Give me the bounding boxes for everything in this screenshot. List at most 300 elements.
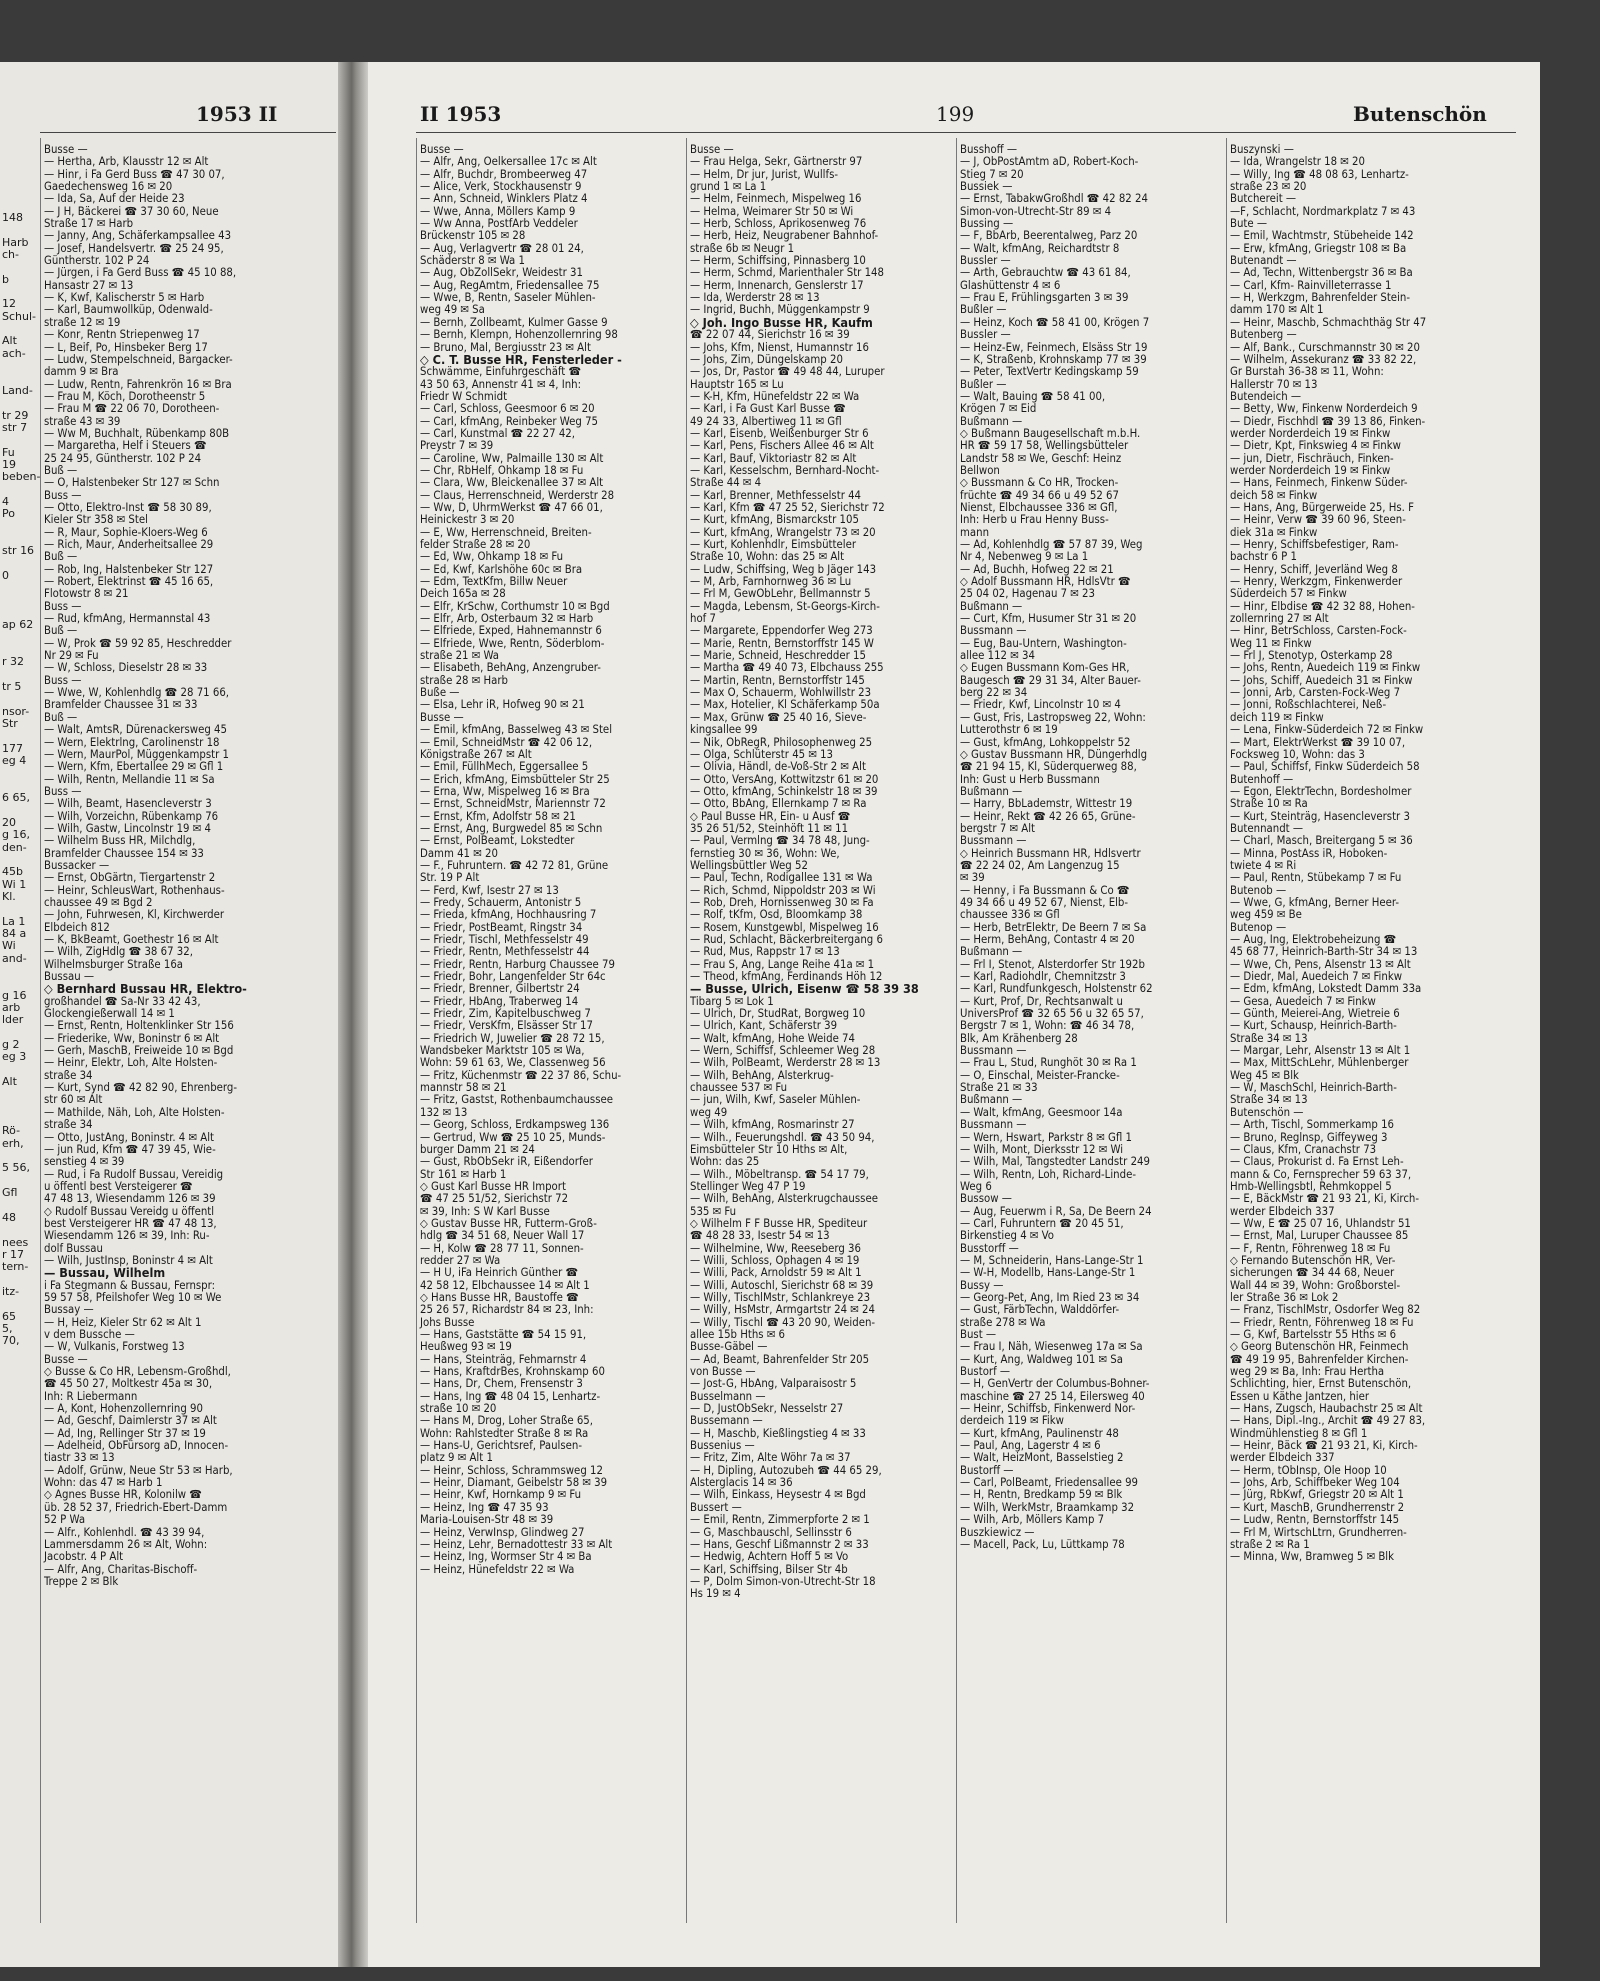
directory-column-1 [420, 144, 684, 1576]
directory-column-2 [690, 144, 954, 1601]
surname-heading: Bußmann — [960, 945, 1023, 959]
directory-entry: Schwämme, Einfuhrgeschäft ☎ [420, 365, 582, 379]
directory-entry: — Jonni, Arb, Carsten-Fock-Weg 7 [1230, 686, 1401, 700]
directory-entry: — Jos, Dr, Pastor ☎ 49 48 44, Luruper [690, 365, 885, 379]
directory-entry: Stellinger Weg 47 P 19 [690, 1179, 806, 1193]
directory-entry: ☎ 47 25 51/52, Sierichstr 72 [420, 1192, 569, 1206]
directory-entry: — Karl, Kfm ☎ 47 25 52, Sierichstr 72 [690, 500, 885, 514]
directory-entry: — Walt, Bauing ☎ 58 41 00, [960, 389, 1106, 403]
surname-heading: Bussiek — [960, 180, 1013, 194]
surname-heading: Bustorff — [960, 1463, 1014, 1477]
directory-entry: Schlichting, hier, Ernst Butenschön, [1230, 1377, 1412, 1391]
directory-entry: — Herb, Schloss, Aprikosenweg 76 [690, 217, 867, 231]
directory-entry: werder Norderdeich 19 ✉ Finkw [1230, 426, 1391, 440]
directory-entry: — Wilh, ZigHdlg ☎ 38 67 32, [44, 945, 193, 959]
directory-entry: — J H, Bäckerei ☎ 37 30 60, Neue [44, 204, 219, 218]
directory-entry: Kieler Str 358 ✉ Stel [44, 513, 148, 527]
directory-entry: — H, Heiz, Kieler Str 62 ✉ Alt 1 [44, 1315, 202, 1329]
directory-entry: Lammersdamm 26 ✉ Alt, Wohn: [44, 1537, 208, 1551]
directory-entry: — Heinr, Schiffsb, Finkenwerd Nor- [960, 1402, 1136, 1416]
directory-entry: maschine ☎ 27 25 14, Eilersweg 40 [960, 1389, 1145, 1403]
margin-fragment: Wi 1 [2, 877, 27, 891]
surname-heading: Buß — [44, 710, 78, 724]
margin-fragment: Gfl [2, 1186, 18, 1200]
directory-entry: — Wilh, Beamt, Hasencleverstr 3 [44, 797, 212, 811]
directory-entry: — O, Einschal, Meister-Francke- [960, 1068, 1120, 1082]
directory-entry: u öffentl best Versteigerer ☎ [44, 1179, 193, 1193]
firm-entry: ◇ Gustav Bussmann HR, Düngerhdlg [960, 747, 1148, 761]
directory-entry: — Alfr, Buchdr, Brombeerweg 47 [420, 167, 588, 181]
directory-entry: — Elsa, Lehr iR, Hofweg 90 ✉ 21 [420, 698, 585, 712]
directory-entry: — Wilh, BehAng, Alsterkrugchaussee [690, 1192, 878, 1206]
directory-entry: — Alfr, Ang, Charitas-Bischoff- [44, 1562, 198, 1576]
directory-entry: — Adolf, Grünw, Neue Str 53 ✉ Harb, [44, 1463, 233, 1477]
directory-entry: Bellwon [960, 463, 1000, 477]
directory-entry: Nr 29 ✉ Fu [44, 649, 99, 663]
margin-fragment: 0 [2, 568, 9, 582]
firm-entry: ◇ Eugen Bussmann Kom-Ges HR, [960, 661, 1130, 675]
running-head: Butenschön [1353, 102, 1487, 126]
firm-entry: ◇ Hans Busse HR, Baustoffe ☎ [420, 1290, 579, 1304]
directory-entry: — Wilhelm, Assekuranz ☎ 33 82 22, [1230, 352, 1417, 366]
directory-entry: — Max, MittSchLehr, Mühlenberger [1230, 1056, 1409, 1070]
surname-heading: Busstorff — [960, 1241, 1019, 1255]
directory-entry: — Wern, Elektrlng, Carolinenstr 18 [44, 735, 220, 749]
directory-entry: allee 15b Hths ✉ 6 [690, 1328, 786, 1341]
directory-entry: chaussee 336 ✉ Gfl [960, 908, 1060, 922]
surname-heading: Butenandt — [1230, 254, 1297, 268]
directory-entry: ☎ 48 28 33, Isestr 54 ✉ 13 [690, 1229, 830, 1243]
margin-fragment [2, 521, 36, 533]
directory-entry: tiastr 33 ✉ 13 [44, 1451, 115, 1465]
directory-entry: Wohn: Rahlstedter Straße 8 ✉ Ra [420, 1426, 589, 1440]
directory-entry: weg 29 ✉ Ba, Inh: Frau Hertha [1230, 1365, 1385, 1379]
surname-heading: Busse — [420, 710, 464, 724]
margin-fragment: Harb [2, 235, 29, 249]
directory-entry: — Max O, Schauerm, Wohlwillstr 23 [690, 686, 872, 700]
margin-fragment: itz- [2, 1284, 20, 1298]
directory-entry: — Hinr, i Fa Gerd Buss ☎ 47 30 07, [44, 167, 225, 181]
directory-entry: — Rolf, tKfm, Osd, Bloomkamp 38 [690, 908, 863, 922]
directory-entry: Wandsbeker Marktstr 105 ✉ Wa, [420, 1044, 585, 1058]
directory-entry: — Günth, Meierei-Ang, Wietreie 6 [1230, 1007, 1400, 1021]
directory-entry: straße 2 ✉ Ra 1 [1230, 1537, 1310, 1551]
directory-entry: — Hans, Steinträg, Fehmarnstr 4 [420, 1352, 587, 1366]
directory-entry: — Friedrich W, Juwelier ☎ 28 72 15, [420, 1031, 605, 1045]
directory-entry: — Fritz, Zim, Alte Wöhr 7a ✉ 37 [690, 1451, 851, 1465]
directory-entry: — Josef, Handelsvertr. ☎ 25 24 95, [44, 241, 224, 255]
directory-entry: — E, Ww, Herrenschneid, Breiten- [420, 525, 592, 539]
directory-entry: — Theod, kfmAng, Ferdinands Höh 12 [690, 970, 883, 984]
firm-entry: ◇ Joh. Ingo Busse HR, Kaufm [690, 314, 873, 330]
directory-entry: — Heinr, Verw ☎ 39 60 96, Steen- [1230, 513, 1406, 527]
directory-entry: — Aug, Feuerwm i R, Sa, De Beern 24 [960, 1204, 1152, 1218]
directory-entry: Straße 10 ✉ Ra [1230, 797, 1308, 811]
margin-fragment: 148 [2, 211, 23, 224]
directory-entry: — Rosem, Kunstgewbl, Mispelweg 16 [690, 920, 879, 934]
directory-entry: — Carl, PolBeamt, Friedensallee 99 [960, 1476, 1139, 1490]
directory-entry: — Alf, Bank., Curschmannstr 30 ✉ 20 [1230, 340, 1420, 354]
margin-fragment: ap 62 [2, 618, 34, 632]
column-divider [956, 138, 957, 1923]
directory-entry: — H, Dipling, Autozubeh ☎ 44 65 29, [690, 1463, 882, 1477]
directory-entry: — Gust, RbObSekr iR, Eißendorfer [420, 1155, 593, 1169]
margin-fragment [2, 1298, 36, 1310]
surname-heading: Bussler — [960, 328, 1011, 342]
directory-entry: — Caroline, Ww, Palmaille 130 ✉ Alt [420, 451, 604, 465]
directory-entry: Wilhelmsburger Straße 16a [44, 957, 184, 971]
directory-entry: — Kurt, Prof, Dr, Rechtsanwalt u [960, 994, 1123, 1008]
firm-entry: ◇ Adolf Bussmann HR, HdlsVtr ☎ [960, 575, 1131, 589]
surname-heading: Buss — [44, 599, 82, 613]
directory-entry: — Ad, Beamt, Bahrenfelder Str 205 [690, 1352, 870, 1366]
surname-heading: Bußmann — [960, 1093, 1023, 1107]
directory-entry: — Ernst, Rentn, Holtenklinker Str 156 [44, 1019, 234, 1033]
directory-entry: Jacobstr. 4 P Alt [44, 1550, 124, 1564]
directory-entry: — Emil, FüllhMech, Eggersallee 5 [420, 760, 589, 774]
directory-entry: — Walt, kfmAng, Hohe Weide 74 [690, 1031, 855, 1045]
directory-entry: — Hans, Dipl.-Ing., Archit ☎ 49 27 83, [1230, 1414, 1426, 1428]
directory-entry: — W, MaschSchl, Heinrich-Barth- [1230, 1081, 1397, 1095]
firm-entry: ◇ Paul Busse HR, Ein- u Ausf ☎ [690, 809, 851, 823]
directory-entry: — Paul, Schiffsf, Finkw Süderdeich 58 [1230, 760, 1420, 774]
directory-entry: — K, Kwf, Kalischerstr 5 ✉ Harb [44, 291, 205, 305]
directory-entry: — Friedr, Tischl, Methfesselstr 49 [420, 933, 589, 946]
directory-entry: — Alfr, Ang, Oelkersallee 17c ✉ Alt [420, 155, 597, 169]
directory-entry: — Elfriede, Exped, Hahnemannstr 6 [420, 624, 602, 638]
directory-entry: Weg 45 ✉ Blk [1230, 1068, 1299, 1082]
directory-entry: — Alice, Verk, Stockhausenstr 9 [420, 180, 582, 194]
directory-entry: — Heinz, Koch ☎ 58 41 00, Krögen 7 [960, 315, 1150, 329]
directory-entry: — Wilh., Möbeltransp. ☎ 54 17 79, [690, 1167, 869, 1181]
directory-entry: — Karl, Baumwollküp, Odenwald- [44, 303, 213, 317]
firm-entry: ◇ Wilhelm F F Busse HR, Spediteur [690, 1216, 868, 1230]
directory-entry: großhandel ☎ Sa-Nr 33 42 43, [44, 994, 201, 1008]
directory-entry: — Henny, i Fa Bussmann & Co ☎ [960, 883, 1130, 897]
directory-entry: — Carl, kfmAng, Reinbeker Weg 75 [420, 414, 599, 428]
directory-entry: — Gust, Fris, Lastropsweg 22, Wohn: [960, 710, 1146, 724]
directory-entry: — H, Werkzgm, Bahrenfelder Stein- [1230, 291, 1410, 305]
directory-entry: Str. 19 P Alt [420, 871, 480, 885]
directory-entry: Inh: Gust u Herb Bussmann [960, 772, 1100, 786]
directory-entry: — Carl, Kfm- Rainvilleterrasse 1 [1230, 278, 1392, 292]
directory-entry: — Paul, Rentn, Stübekamp 7 ✉ Fu [1230, 871, 1402, 885]
surname-heading: Buß — [44, 550, 78, 564]
directory-entry: Weg 6 [960, 1179, 992, 1193]
directory-entry: Focksweg 10, Wohn: das 3 [1230, 747, 1365, 761]
directory-entry: — Herm, Innenarch, Genslerstr 17 [690, 278, 864, 292]
directory-entry: — Elfriede, Wwe, Rentn, Söderblom- [420, 636, 605, 650]
directory-entry: — Kurt, MaschB, Grundherrenstr 2 [1230, 1500, 1405, 1514]
directory-entry: Hallerstr 70 ✉ 13 [1230, 377, 1318, 391]
directory-entry: Brückenstr 105 ✉ 28 [420, 229, 526, 243]
directory-entry: — Eug, Bau-Untern, Washington- [960, 636, 1127, 650]
directory-entry: straße 28 ✉ Harb [420, 673, 508, 687]
directory-entry: Eimsbütteler Str 10 Hths ✉ Alt, [690, 1142, 848, 1156]
firm-entry: ◇ Gustav Busse HR, Futterm-Groß- [420, 1216, 597, 1230]
directory-entry: Straße 10, Wohn: das 25 ✉ Alt [690, 550, 845, 564]
directory-entry: — Robert, Elektrinst ☎ 45 16 65, [44, 575, 214, 589]
directory-entry: damm 9 ✉ Bra [44, 365, 119, 379]
directory-entry: mann & Co, Fernsprecher 59 63 37, [1230, 1167, 1412, 1181]
column-divider [686, 138, 687, 1923]
directory-entry: — Ad, Buchh, Hofweg 22 ✉ 21 [960, 562, 1114, 576]
margin-fragment: Land- [2, 383, 33, 397]
directory-entry: — Gesa, Auedeich 7 ✉ Finkw [1230, 994, 1376, 1008]
directory-entry: senstieg 4 ✉ 39 [44, 1155, 125, 1169]
directory-entry: 43 50 63, Annenstr 41 ✉ 4, Inh: [420, 377, 582, 391]
directory-entry: Heußweg 93 ✉ 19 [420, 1340, 512, 1354]
margin-fragment: Alt [2, 1075, 17, 1089]
directory-entry: — Ernst, TabakwGroßhdl ☎ 42 82 24 [960, 192, 1148, 206]
directory-entry: — Heinr, SchleusWart, Rothenhaus- [44, 883, 225, 897]
directory-entry: — Gertrud, Ww ☎ 25 10 25, Munds- [420, 1130, 606, 1144]
surname-heading: Bussmann — [960, 834, 1027, 848]
directory-entry: Landstr 58 ✉ We, Geschf: Heinz [960, 451, 1122, 465]
margin-fragment [2, 434, 36, 446]
margin-fragment [2, 1372, 36, 1384]
directory-entry: — Carl, Kunstmal ☎ 22 27 42, [420, 426, 575, 440]
directory-entry: — W, Prok ☎ 59 92 85, Heschredder [44, 636, 232, 650]
directory-entry: — Aug, ObZollSekr, Weidestr 31 [420, 266, 583, 280]
directory-entry: — Herb, BetrElektr, De Beern 7 ✉ Sa [960, 920, 1147, 934]
margin-fragment [2, 903, 36, 915]
directory-entry: Glockengießerwall 14 ✉ 1 [44, 1007, 175, 1021]
directory-entry: — Karl, Bauf, Viktoriastr 82 ✉ Alt [690, 451, 857, 465]
directory-entry: — Erna, Ww, Mispelweg 16 ✉ Bra [420, 784, 590, 798]
margin-fragment: r 17 [2, 1247, 25, 1261]
directory-entry: — Herm, tObInsp, Ole Hoop 10 [1230, 1463, 1387, 1477]
margin-fragment: 6 65, [2, 791, 30, 805]
directory-entry: 25 26 57, Richardstr 84 ✉ 23, Inh: [420, 1303, 594, 1317]
firm-entry: ◇ Bernhard Bussau HR, Elektro- [44, 981, 247, 997]
directory-entry: — Hinr, Elbdise ☎ 42 32 88, Hohen- [1230, 599, 1415, 613]
directory-entry: Heinickestr 3 ✉ 20 [420, 513, 515, 527]
directory-entry: — Gerh, MaschB, Freiweide 10 ✉ Bgd [44, 1044, 234, 1058]
directory-entry: — Arth, Tischl, Sommerkamp 16 [1230, 1118, 1395, 1132]
directory-entry: hof 7 [690, 612, 716, 626]
directory-entry: — Wilh, Gastw, Lincolnstr 19 ✉ 4 [44, 821, 211, 835]
firm-entry: ◇ Bußmann Baugesellschaft m.b.H. [960, 426, 1141, 440]
directory-entry: — jun, Wilh, Kwf, Saseler Mühlen- [690, 1093, 861, 1107]
firm-entry: ◇ Fernando Butenschön HR, Ver- [1230, 1253, 1396, 1267]
directory-entry: Hansastr 27 ✉ 13 [44, 278, 134, 292]
margin-fragment: tern- [2, 1260, 29, 1274]
directory-entry: 25 04 02, Hagenau 7 ✉ 23 [960, 587, 1095, 601]
directory-entry: Nienst, Elbchaussee 336 ✉ Gfl, [960, 500, 1118, 514]
surname-heading: Bußmann — [960, 784, 1023, 798]
directory-entry: Lutterothstr 6 ✉ 19 [960, 723, 1058, 737]
directory-entry: — Wilh, WerkMstr, Braamkamp 32 [960, 1500, 1135, 1514]
directory-entry: — Janny, Ang, Schäferkampsallee 43 [44, 229, 232, 243]
directory-entry: HR ☎ 59 17 58, Wellingsbütteler [960, 439, 1129, 453]
directory-entry: — Heinr, Diamant, Geibelstr 58 ✉ 39 [420, 1476, 608, 1490]
directory-entry: — Rob, Ing, Halstenbeker Str 127 [44, 562, 214, 576]
directory-entry: Wohn: das 47 ✉ Harb 1 [44, 1476, 163, 1490]
left-directory-column [44, 144, 334, 1588]
directory-entry: — Heinr, Kwf, Hornkamp 9 ✉ Fu [420, 1488, 582, 1502]
margin-fragment [2, 977, 36, 989]
margin-fragment [2, 261, 36, 273]
directory-entry: — Frl I, Stenot, Alsterdorfer Str 192b [960, 957, 1145, 971]
margin-fragment [2, 1348, 36, 1360]
directory-entry: ✉ 39, Inh: S W Karl Busse [420, 1204, 550, 1218]
directory-entry: — Marie, Rentn, Bernstorffstr 145 W [690, 636, 874, 650]
margin-fragment: arb [2, 1001, 21, 1014]
directory-entry: — W, Schloss, Dieselstr 28 ✉ 33 [44, 661, 208, 675]
directory-entry: ☎ 21 94 15, Kl, Süderquerweg 88, [960, 760, 1137, 774]
directory-entry: — Wilh, JustInsp, Boninstr 4 ✉ Alt [44, 1253, 213, 1267]
directory-entry: straße 43 ✉ 39 [44, 414, 121, 428]
surname-heading: Bussy — [960, 1278, 1004, 1292]
surname-heading: Buszkiewicz — [960, 1525, 1035, 1539]
directory-entry: ler Straße 36 ✉ Lok 2 [1230, 1290, 1339, 1304]
directory-entry: — Wern, Hswart, Parkstr 8 ✉ Gfl 1 [960, 1130, 1133, 1144]
directory-entry: — Wwe, B, Rentn, Saseler Mühlen- [420, 291, 596, 305]
directory-entry: — Wilhelmine, Ww, Reeseberg 36 [690, 1241, 861, 1255]
directory-entry: — Olivia, Händl, de-Voß-Str 2 ✉ Alt [690, 760, 866, 774]
directory-entry: — John, Fuhrwesen, Kl, Kirchwerder [44, 908, 225, 922]
margin-fragment: 4 [2, 494, 9, 508]
directory-entry: — H, Maschb, Kießlingstieg 4 ✉ 33 [690, 1426, 866, 1440]
directory-entry: 42 58 12, Elbchaussee 14 ✉ Alt 1 [420, 1278, 590, 1292]
directory-entry: — Ida, Sa, Auf der Heide 23 [44, 192, 185, 206]
directory-entry: Damm 41 ✉ 20 [420, 846, 498, 860]
directory-entry: 49 24 33, Albertiweg 11 ✉ Gfl [690, 414, 842, 428]
directory-entry: — Curt, Kfm, Husumer Str 31 ✉ 20 [960, 612, 1137, 626]
directory-entry: — Willi, Pack, Arnoldstr 59 ✉ Alt 1 [690, 1266, 862, 1280]
directory-entry: Alsterglacis 14 ✉ 36 [690, 1476, 793, 1490]
margin-fragment: Wi [2, 939, 16, 953]
directory-entry: — Claus, Prokurist d. Fa Ernst Leh- [1230, 1155, 1404, 1169]
directory-entry: — Aug, Verlagvertr ☎ 28 01 24, [420, 241, 584, 255]
margin-fragment: 5 56, [2, 1161, 30, 1175]
directory-entry: Baugesch ☎ 29 31 34, Alter Bauer- [960, 673, 1141, 687]
directory-entry: — Wwe, Anna, Möllers Kamp 9 [420, 204, 576, 218]
directory-entry: — Bruno, Mal, Bergiusstr 23 ✉ Alt [420, 340, 591, 354]
directory-entry: werder Elbdeich 337 [1230, 1204, 1335, 1218]
margin-fragment [2, 767, 36, 779]
directory-entry: — Henry, Schiffsbefestiger, Ram- [1230, 538, 1399, 551]
surname-heading: Bussmann — [960, 624, 1027, 638]
directory-entry: — A, Kont, Hohenzollernring 90 [44, 1402, 203, 1416]
surname-heading: Butennandt — [1230, 821, 1304, 835]
directory-entry: — Hedwig, Achtern Hoff 5 ✉ Vo [690, 1550, 849, 1564]
margin-fragment: Str [2, 717, 18, 731]
directory-entry: — Heinz, Hünefeldstr 22 ✉ Wa [420, 1562, 575, 1576]
directory-entry: — Walt, HeizMont, Basselstieg 2 [960, 1451, 1124, 1465]
directory-entry: — Rich, Maur, Anderheitsallee 29 [44, 538, 214, 551]
directory-entry: — Friedr, Bohr, Langenfelder Str 64c [420, 970, 606, 984]
directory-entry: Hmb-Wellingsbtl, Rehmkoppel 5 [1230, 1179, 1392, 1193]
margin-fragment [2, 805, 36, 817]
directory-entry: — Frau L, Stud, Runghöt 30 ✉ Ra 1 [960, 1056, 1137, 1070]
directory-entry: deich 119 ✉ Finkw [1230, 710, 1324, 724]
firm-entry: ◇ Georg Butenschön HR, Feinmech [1230, 1340, 1409, 1354]
surname-heading: Bußmann — [960, 414, 1023, 428]
surname-heading: Bussmann — [960, 1118, 1027, 1132]
margin-fragment: 84 a [2, 926, 27, 940]
directory-entry: — Ernst, Mal, Luruper Chaussee 85 [1230, 1229, 1409, 1243]
directory-entry: — Adelheid, ObFürsorg aD, Innocen- [44, 1439, 229, 1453]
directory-entry: — Willy, TischlMstr, Schlankreye 23 [690, 1290, 871, 1304]
directory-entry: — Fredy, Schauerm, Antonistr 5 [420, 895, 582, 909]
directory-entry: Krögen 7 ✉ Eid [960, 402, 1037, 416]
surname-heading: Butenhoff — [1230, 772, 1294, 786]
firm-entry: ◇ C. T. Busse HR, Fensterleder - [420, 351, 622, 367]
directory-entry: — Hans, Ing ☎ 48 04 15, Lenhartz- [420, 1389, 601, 1403]
directory-entry: — jun, Dietr, Fischräuch, Finken- [1230, 451, 1394, 465]
directory-entry: — Ad, Kohlenhdlg ☎ 57 87 39, Weg [960, 538, 1143, 551]
directory-entry: Wellingsbüttler Weg 52 [690, 858, 808, 872]
directory-entry: — Willi, Autoschl, Sierichstr 68 ✉ 39 [690, 1278, 874, 1292]
directory-entry: — Frl M, WirtschLtrn, Grundherren- [1230, 1525, 1407, 1539]
directory-entry: bergstr 7 ✉ Alt [960, 821, 1036, 835]
directory-entry: — Karl, Pens, Fischers Allee 46 ✉ Alt [690, 439, 874, 453]
directory-entry: — Wilh., Feuerungshdl. ☎ 43 50 94, [690, 1130, 875, 1144]
directory-entry: straße 21 ✉ Wa [420, 649, 500, 663]
directory-entry: — M, Arb, Farnhornweg 36 ✉ Lu [690, 575, 852, 589]
directory-entry: — Karl, Schiffsing, Bilser Str 4b [690, 1562, 848, 1576]
firm-entry: ◇ Agnes Busse HR, Kolonilw ☎ [44, 1488, 202, 1502]
directory-entry: — D, JustObSekr, Nesselstr 27 [690, 1402, 844, 1416]
directory-entry: Essen u Käthe Jantzen, hier [1230, 1389, 1370, 1403]
directory-entry: — Friedr, Rentn, Föhrenweg 18 ✉ Fu [1230, 1315, 1414, 1329]
surname-heading: Butchereit — [1230, 192, 1297, 206]
directory-entry: früchte ☎ 49 34 66 u 49 52 67 [960, 488, 1119, 502]
margin-fragment: Alt [2, 334, 17, 348]
directory-entry: — Friedr, HbAng, Traberweg 14 [420, 994, 579, 1008]
right-page-header-year: II 1953 [420, 102, 502, 126]
directory-entry: — Otto, BbAng, Ellernkamp 7 ✉ Ra [690, 797, 867, 811]
margin-fragment: 19 [2, 457, 16, 471]
directory-entry: — Aug, Ing, Elektrobeheizung ☎ [1230, 933, 1397, 946]
directory-entry: — Kurt, Kohlenhdlr, Eimsbütteler [690, 538, 856, 551]
directory-entry: — Hans M, Drog, Loher Straße 65, [420, 1414, 593, 1428]
surname-heading: Busse-Gäbel — [690, 1340, 768, 1354]
directory-entry: deich 58 ✉ Finkw [1230, 488, 1318, 502]
margin-fragment [2, 1200, 36, 1212]
directory-entry: — G, Maschbauschl, Sellinsstr 6 [690, 1525, 852, 1539]
directory-entry: — Willy, Tischl ☎ 43 20 90, Weiden- [690, 1315, 876, 1329]
directory-entry: Flotowstr 8 ✉ 21 [44, 587, 129, 601]
margin-fragment [2, 965, 36, 977]
directory-entry: — Friedr, VersKfm, Elsässer Str 17 [420, 1019, 593, 1033]
margin-fragment: eg 4 [2, 754, 27, 768]
directory-entry: Wiesendamm 126 ✉ 39, Inh: Ru- [44, 1229, 210, 1243]
directory-entry: Birkenstieg 4 ✉ Vo [960, 1229, 1054, 1243]
directory-entry: zollernring 27 ✉ Alt [1230, 612, 1329, 626]
margin-fragment: tr 29 [2, 408, 29, 422]
directory-entry: — Ida, Wrangelstr 18 ✉ 20 [1230, 155, 1365, 169]
directory-entry: — Wern, Kfm, Ebertallee 29 ✉ Gfl 1 [44, 760, 224, 774]
directory-entry: — Johs, Kfm, Nienst, Humannstr 16 [690, 340, 869, 354]
directory-entry: — Wilhelm Buss HR, Milchdlg, [44, 834, 196, 848]
directory-entry: — Wilh, Mal, Tangstedter Landstr 249 [960, 1155, 1150, 1169]
surname-heading: Buß — [44, 624, 78, 638]
left-page [0, 62, 338, 1967]
directory-entry: — Hans-U, Gerichtsref, Paulsen- [420, 1439, 582, 1453]
directory-entry: — L, Beif, Po, Hinsbeker Berg 17 [44, 340, 208, 354]
directory-entry: — Lena, Finkw-Süderdeich 72 ✉ Finkw [1230, 723, 1424, 737]
directory-entry: — Ernst, Ang, Burgwedel 85 ✉ Schn [420, 821, 603, 835]
directory-entry: — Friederike, Ww, Boninstr 6 ✉ Alt [44, 1031, 220, 1045]
directory-entry: Deich 165a ✉ 28 [420, 587, 506, 601]
margin-fragment [2, 693, 36, 705]
directory-entry: — Minna, PostAss iR, Hoboken- [1230, 846, 1388, 860]
directory-entry: — K-H, Kfm, Hünefeldstr 22 ✉ Wa [690, 389, 860, 403]
surname-heading: Bußmann — [960, 599, 1023, 613]
